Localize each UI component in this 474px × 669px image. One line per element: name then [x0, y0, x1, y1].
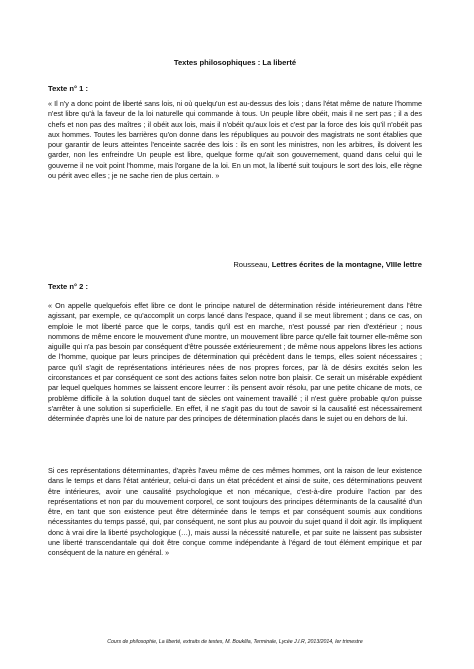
texte2-heading: Texte n° 2 : [48, 282, 89, 291]
texte1-body: « Il n'y a donc point de liberté sans lois, ni où quelqu'un est au-dessus des lois ; dans l'état même de nature l'homme n'est libre qu'à la faveur de la loi naturelle qui commande à tous. Un peuple libre obéit, mais il ne sert pas ; il a des chefs et non pas des maîtres ; il obéit aux lois, mais il n'obéit qu'aux lois et c'est par la force des lois qu'il n'obéit pas aux hommes. Toutes les barrières qu'on donne dans les républiques au pouvoir des magistrats ne sont établies que pour garantir de leurs atteintes l'enceinte sacrée des lois : ils en sont les ministres, non les arbitres, ils doivent les garder, non les enfreindre Un peuple est libre, quelque forme qu'ait son gouvernement, quand dans celui qui le gouverne il ne voit point l'homme, mais l'organe de la loi. En un mot, la liberté suit toujours le sort des lois, elle règne ou périt avec elles ; je ne sache rien de plus certain. » [48, 99, 422, 181]
texte1-source: Lettres écrites de la montagne, VIIIe lettre [271, 260, 422, 269]
texte2-body-paragraph-2: Si ces représentations déterminantes, d'après l'aveu même de ces mêmes hommes, ont la raison de leur existence dans le temps et dans l'état antérieur, celui-ci dans un état précédent et ainsi de suite, ces déterminations peuvent être intérieures, avoir une causalité psychologique et non mécanique, c'est-à-dire produire l'action par des représentations et non par du mouvement corporel, ce sont toujours des principes déterminants de la causalité d'un être, en tant que son existence peut être déterminée dans le temps et par conséquent soumis aux conditions nécessitantes du temps passé, qui, par conséquent, ne sont plus au pouvoir du sujet quand il doit agir. Ils impliquent donc à vrai dire la liberté psychologique (…), mais aussi la nécessité naturelle, et par suite ne laissent pas subsister une liberté transcendantale qui doit être conçue comme indépendante à l'égard de tout élément empirique et par conséquent de la nature en général. » [48, 466, 422, 558]
texte1-attribution [233, 260, 422, 269]
texte2-body-paragraph-1: « On appelle quelquefois effet libre ce dont le principe naturel de détermination réside intérieurement dans l'être agissant, par exemple, ce qu'accomplit un corps lancé dans l'espace, quand il se meut librement ; dans ce cas, on emploie le mot liberté parce que le corps, tandis qu'il est en marche, n'est poussé par rien d'extérieur ; nous nommons de même encore le mouvement d'une montre, un mouvement libre parce qu'elle fait tourner elle-même son aiguille qui n'a pas besoin par conséquent d'être poussée extérieurement ; de même nous appelons libres les actions de l'homme, quoique par leurs principes de détermination qui précèdent dans le temps, elles soient nécessaires ; parce qu'il s'agit de représentations intérieures nées de nos propres forces, par là de désirs excités selon les circonstances et par conséquent ce sont des actions faites selon notre bon plaisir. Ce serait un misérable expédient par lequel quelques hommes se laissent encore leurrer : ils pensent avoir résolu, par une petite chicane de mots, ce problème difficile à la solution duquel tant de siècles ont vainement travaillé ; il n'est guère probable qu'on puisse s'arrêter à une solution si superficielle. En effet, il ne s'agit pas du tout de savoir si la causalité est nécessairement déterminée d'après une loi de nature par des principes de détermination placés dans le sujet ou en dehors de lui. [48, 301, 422, 424]
document-title: Textes philosophiques : La liberté [173, 58, 297, 67]
texte1-author: Rousseau, [233, 260, 270, 269]
texte1-heading: Texte n° 1 : [48, 84, 89, 93]
page-footer: Cours de philosophie, La liberté, extraits de textes, M. Bouklila, Terminale, Lycée J.I.R, 2013/2014, Ier trimestre [107, 639, 363, 645]
